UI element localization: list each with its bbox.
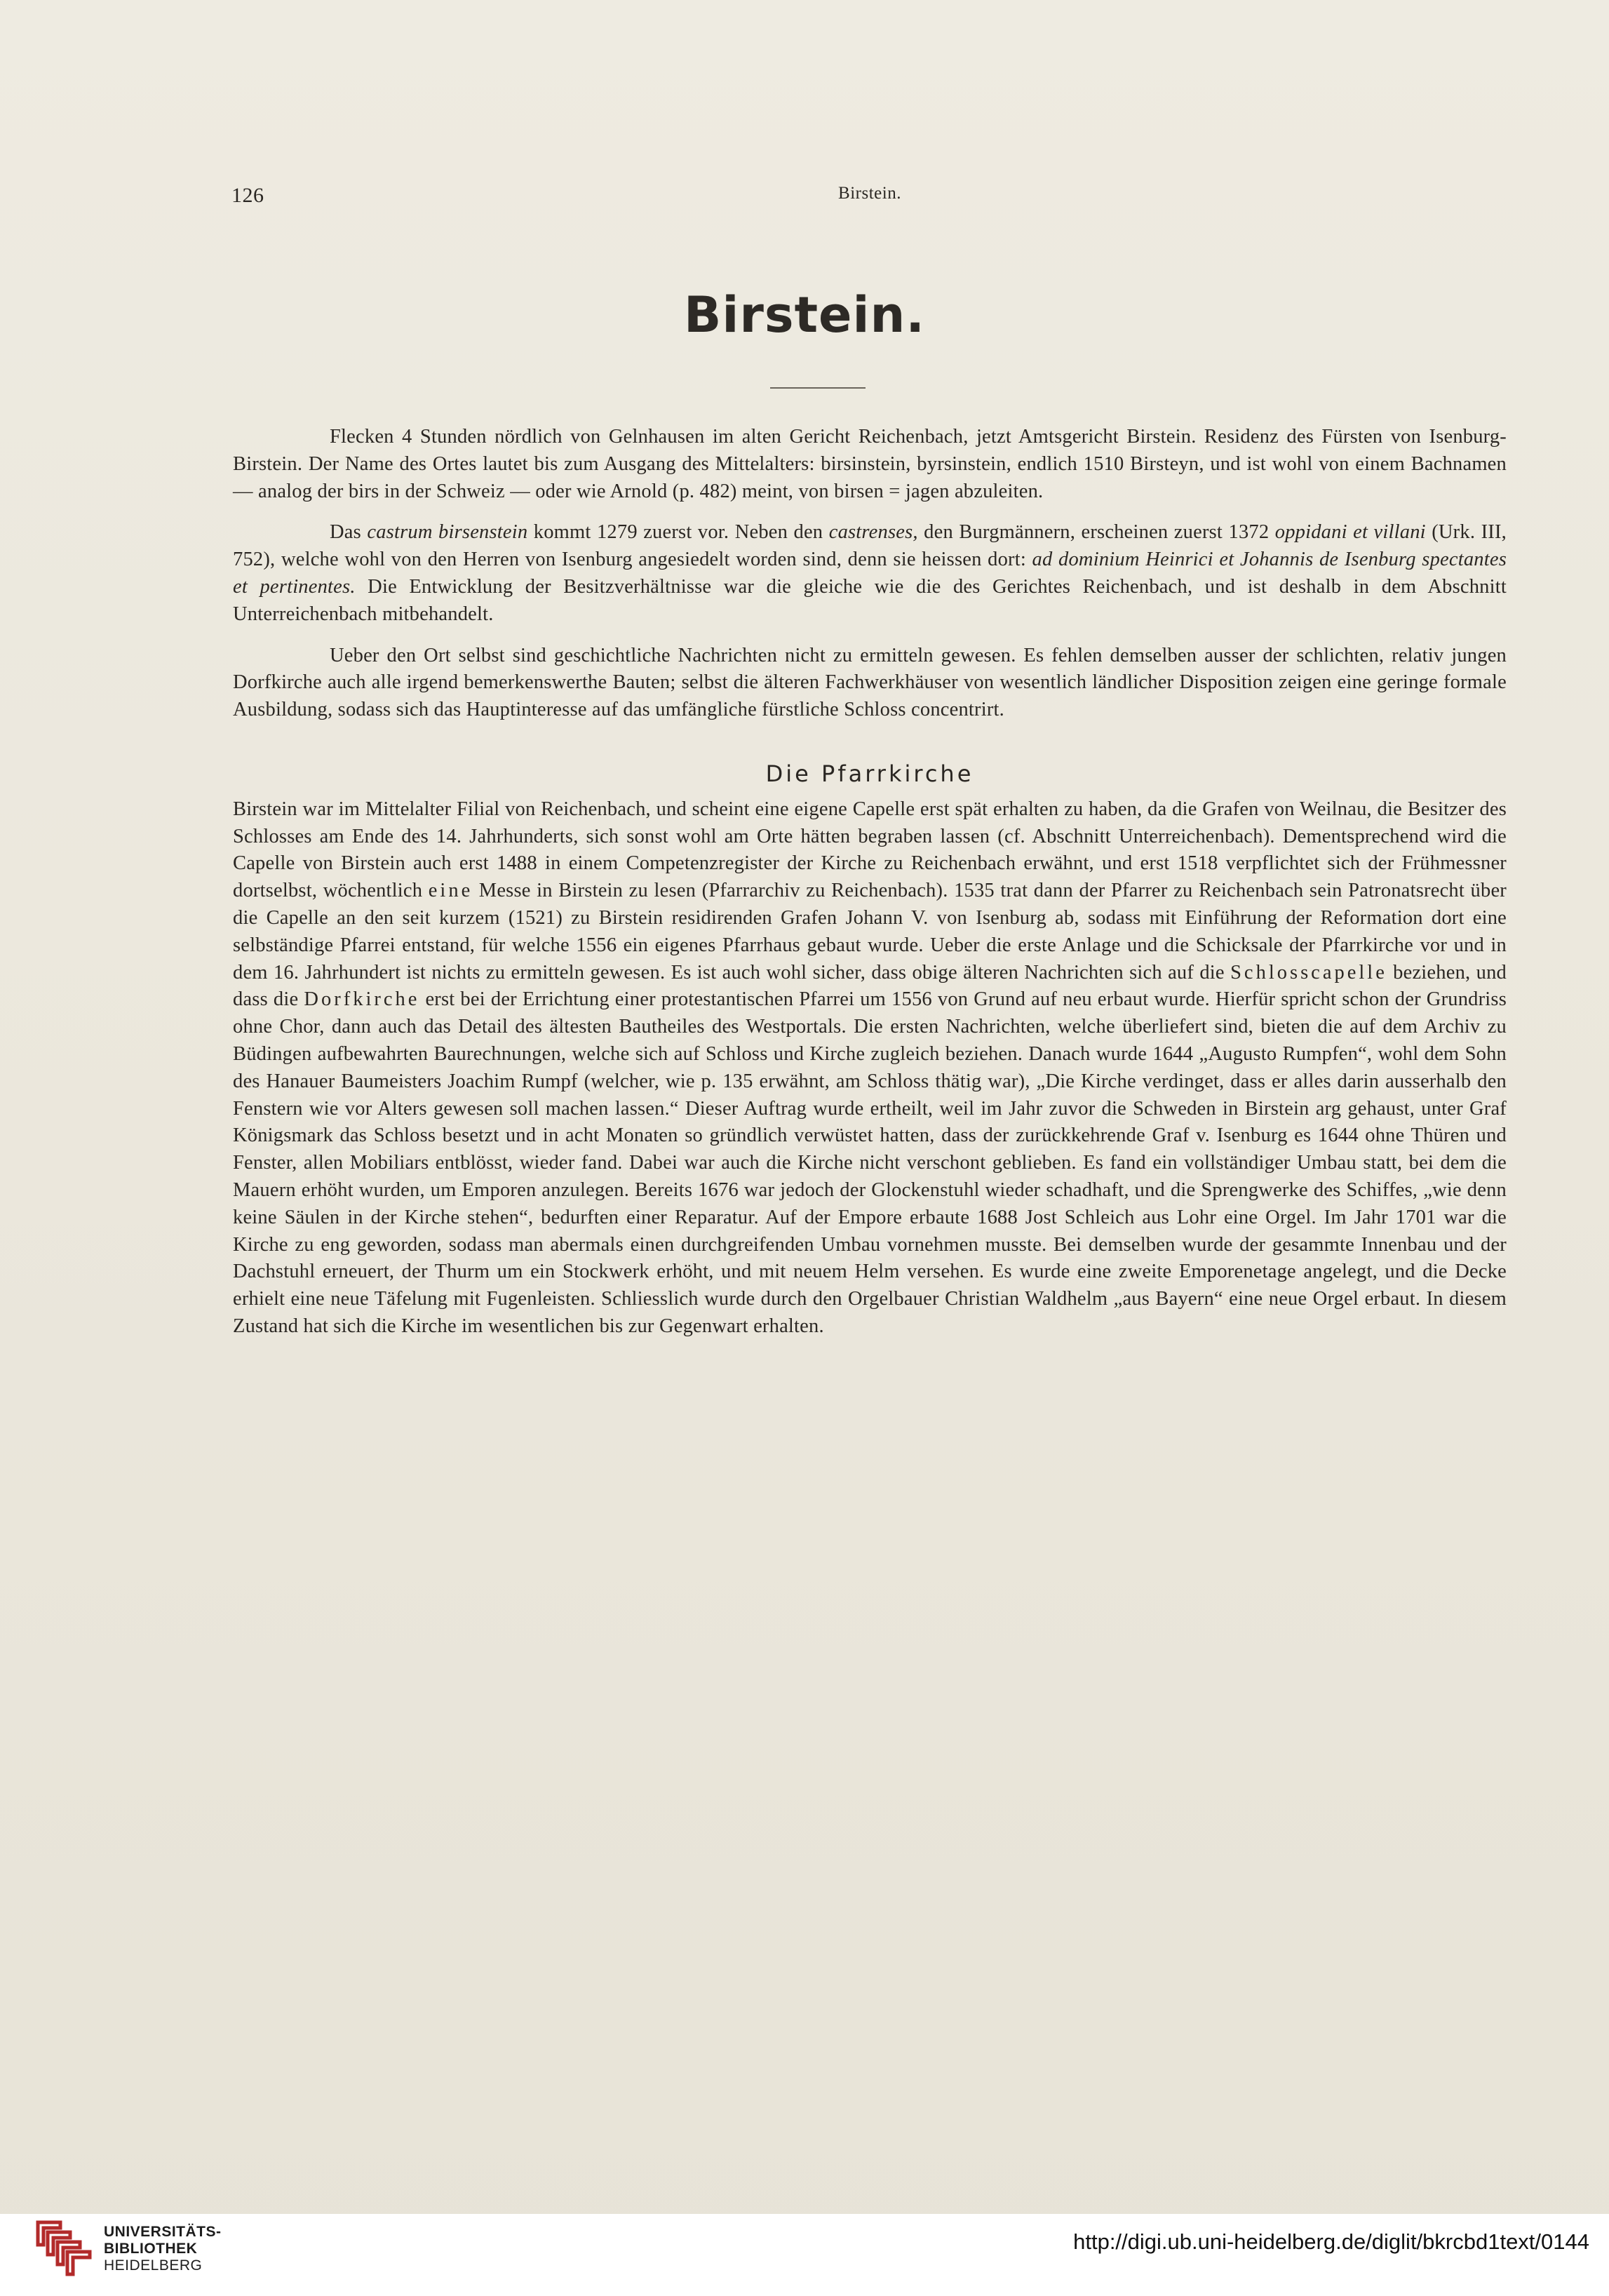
university-library-logo-icon <box>34 2215 97 2285</box>
spaced-run: Schlosscapelle <box>1230 961 1387 983</box>
text-run: Messe in Birstein zu lesen (Pfarrarchiv zu Reichenbach). 1535 trat dann der Pfarrer zu Reichenbach sein Patronatsrecht über die Capelle an den seit kurzem (1521) zu Birstein residirenden Grafen Johann V. von Isenburg ab, sodass mit Einführung der Reformation dort eine selbständige Pfarrei entstand, für welche 1556 ein eigenes Pfarrhaus gebaut wurde. Ueber die erste Anlage und die Schicksale der Pfarrkirche vor und in dem 16. Jahrhundert ist nichts zu ermitteln gewesen. Es ist auch wohl sicher, dass obige älteren Nachrichten sich auf die <box>233 880 1507 983</box>
paragraph-castrum <box>233 519 1507 628</box>
title-rule <box>770 387 866 389</box>
paragraph-ort: Ueber den Ort selbst sind geschichtliche Nachrichten nicht zu ermitteln gewesen. Es fehlen demselben ausser der schlichten, relativ jungen Dorfkirche auch alle irgend bemerkenswerthe Bauten; selbst die älteren Fachwerkhäuser von wesentlich ländlicher Disposition zeigen eine geringe formale Ausbildung, sodass sich das Hauptinteresse auf das umfängliche fürstliche Schloss concentrirt. <box>233 644 1507 721</box>
text-run: erst bei der Errichtung einer protestantischen Pfarrei um 1556 von Grund auf neu erbaut wurde. Hierfür spricht schon der Grundriss ohne Chor, dann auch das Detail des ältesten Bautheiles des Westportals. Die ersten Nachrichten, welche überliefert sind, bieten die auf dem Archiv zu Büdingen aufbewahrten Baurechnungen, welche sich auf Schloss und Kirche zugleich beziehen. Danach wurde 1644 „Augusto Rumpfen“, wohl dem Sohn des Hanauer Baumeisters Joachim Rumpf (welcher, wie p. 135 erwähnt, am Schloss thätig war), „Die Kirche verdinget, dass er alles darin ausserhalb den Fenstern wie vor Alters gewesen soll machen lassen.“ Dieser Auftrag wurde ertheilt, weil im Jahr zuvor die Schweden in Birstein arg gehaust, unter Graf Königsmark das Schloss besetzt und in acht Monaten so gründlich verwüstet hatten, dass der zurückkehrende Graf v. Isenburg es 1644 ohne Thüren und Fenster, allen Mobiliars entblösst, wieder fand. Dabei war auch die Kirche nicht verschont geblieben. Es fand ein vollständiger Umbau statt, bei dem die Mauern erhöht wurden, um Emporen anzulegen. Bereits 1676 war jedoch der Glockenstuhl wieder schadhaft, und die Sprengwerke des Schiffes, „wie denn keine Säulen in der Kirche stehen“, bedurften einer Reparatur. Auf der Empore erbaute 1688 Jost Schleich aus Lohr eine Orgel. Im Jahr 1701 war die Kirche zu eng geworden, sodass man abermals einen durchgreifenden Umbau vornehmen musste. Bei demselben wurde der gesammte Innenbau und der Dachstuhl erneuert, der Thurm um ein Stockwerk erhöht, und mit neuem Helm versehen. Es wurde eine zweite Emporenetage angelegt, und die Decke erhielt eine neue Täfelung mit Fugenleisten. Schliesslich wurde durch den Orgelbauer Christian Waldhelm „aus Bayern“ eine neue Orgel erbaut. In diesem Zustand hat sich die Kirche im wesentlichen bis zur Gegenwart erhalten. <box>233 988 1507 1337</box>
page-title: Birstein. <box>684 286 925 344</box>
section-heading: Die Pfarrkirche <box>765 760 974 787</box>
text-run: kommt 1279 zuerst vor. Neben den <box>527 521 829 544</box>
italic-run: oppidani et villani <box>1274 521 1426 544</box>
text-run: Die Entwicklung der Besitzverhältnisse war die gleiche wie die des Gerichtes Reichenbach, und ist deshalb in dem Abschnitt Unterreichenbach mitbehandelt. <box>233 575 1507 625</box>
text-run: den Burgmännern, erscheinen zuerst 1372 <box>917 521 1275 544</box>
source-url-link[interactable]: http://digi.ub.uni-heidelberg.de/diglit/bkrcbd1text/0144 <box>1073 2229 1589 2254</box>
spaced-run: Dorfkirche <box>304 988 420 1011</box>
body-text <box>233 424 1507 1355</box>
page-number: 126 <box>231 184 264 207</box>
text-run: beziehen, und dass die <box>233 961 1507 1011</box>
paragraph-intro: Flecken 4 Stunden nördlich von Gelnhausen im alten Gericht Reichenbach, jetzt Amtsgericht Birstein. Residenz des Fürsten von Isenburg-Birstein. Der Name des Ortes lautet bis zum Ausgang des Mittelalters: birsinstein, byrsinstein, endlich 1510 Birsteyn, und ist wohl von einem Bachnamen — analog der birs in der Schweiz — oder wie Arnold (p. 482) meint, von birsen = jagen abzuleiten. <box>233 426 1507 502</box>
institution-line: HEIDELBERG <box>104 2257 203 2274</box>
footer-bar <box>0 2214 1609 2296</box>
italic-run: castrum birsenstein <box>367 521 528 544</box>
institution-name <box>104 2224 222 2274</box>
spaced-run: eine <box>428 880 473 902</box>
institution-line: UNIVERSITÄTS- <box>104 2224 222 2240</box>
running-title: Birstein. <box>838 184 901 203</box>
institution-line: BIBLIOTHEK <box>104 2241 198 2257</box>
text-run: Das <box>330 521 368 544</box>
text-run: (Urk. III, 752), welche wohl von den Herren von Isenburg angesiedelt worden sind, denn sie heissen dort: <box>233 521 1507 571</box>
italic-run: castrenses, <box>828 521 918 544</box>
paragraph-pfarrkirche <box>233 796 1507 1341</box>
text-run: Birstein war im Mittelalter Filial von Reichenbach, und scheint eine eigene Capelle erst spät erhalten zu haben, da die Grafen von Weilnau, die Besitzer des Schlosses am Ende des 14. Jahrhunderts, sich sonst wohl am Orte hätten begraben lassen (cf. Abschnitt Unterreichenbach). Dementsprechend wird die Capelle von Birstein auch erst 1488 in einem Competenzregister der Kirche zu Reichenbach erwähnt, und erst 1518 verpflichtet sich der Frühmessner dortselbst, wöchentlich <box>233 798 1507 902</box>
italic-run: ad dominium Heinrici et Johannis de Isenburg spectantes et pertinentes. <box>233 549 1507 598</box>
